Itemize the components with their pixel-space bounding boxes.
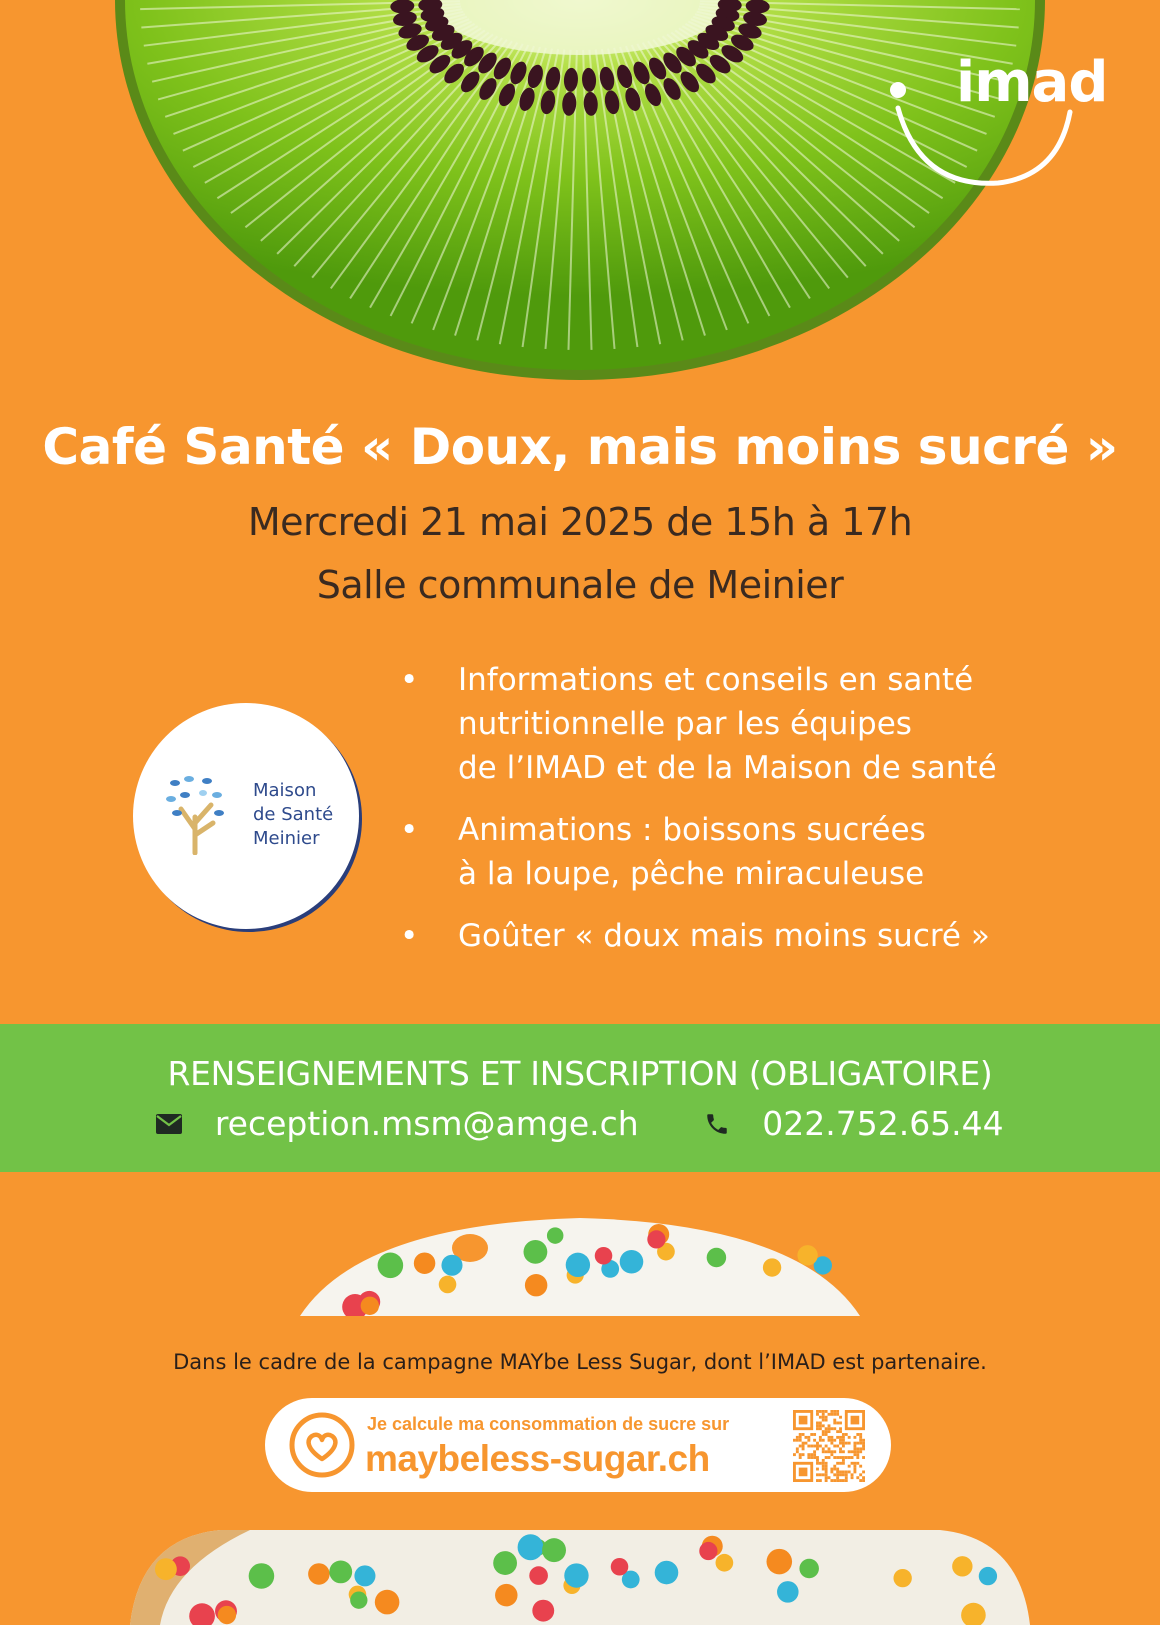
event-date: Mercredi 21 mai 2025 de 15h à 17h	[247, 500, 913, 544]
qr-code-icon[interactable]	[793, 1410, 865, 1482]
list-item: • Animations : boissons sucrées à la loupe, pêche miraculeuse	[400, 812, 926, 892]
campaign-cta-text: Je calcule ma consommation de sucre sur	[367, 1414, 730, 1434]
activity-list	[400, 658, 1120, 976]
list-item: • Informations et conseils en santé nutritionnelle par les équipes de l’IMAD et de la Maison de santé	[400, 662, 997, 786]
heart-icon	[289, 1412, 355, 1478]
contact-email[interactable]: reception.msm@amge.ch	[214, 1104, 639, 1143]
imad-logo	[880, 50, 1120, 200]
phone-icon	[704, 1111, 730, 1137]
event-venue: Salle communale de Meinier	[316, 563, 844, 607]
campaign-link[interactable]	[265, 1398, 891, 1492]
partner-badge	[133, 703, 359, 929]
donut-image-bottom	[130, 1528, 1030, 1625]
imad-logo-smile	[880, 50, 1120, 200]
contact-phone[interactable]: 022.752.65.44	[762, 1104, 1004, 1143]
contact-heading: RENSEIGNEMENTS ET INSCRIPTION (OBLIGATOIRE)	[167, 1054, 993, 1093]
event-title: Café Santé « Doux, mais moins sucré »	[42, 418, 1118, 476]
imad-logo-text: imad	[956, 50, 1108, 115]
tree-icon	[165, 773, 225, 855]
contact-band	[0, 1024, 1160, 1172]
envelope-icon	[156, 1114, 182, 1134]
list-item: • Goûter « doux mais moins sucré »	[400, 918, 990, 954]
campaign-note: Dans le cadre de la campagne MAYbe Less Sugar, dont l’IMAD est partenaire.	[173, 1350, 987, 1374]
partner-name: Maison de Santé Meinier	[253, 780, 334, 849]
donut-image-top	[300, 1214, 860, 1316]
campaign-url[interactable]: maybeless-sugar.ch	[365, 1438, 710, 1479]
contact-row	[0, 1102, 1160, 1143]
